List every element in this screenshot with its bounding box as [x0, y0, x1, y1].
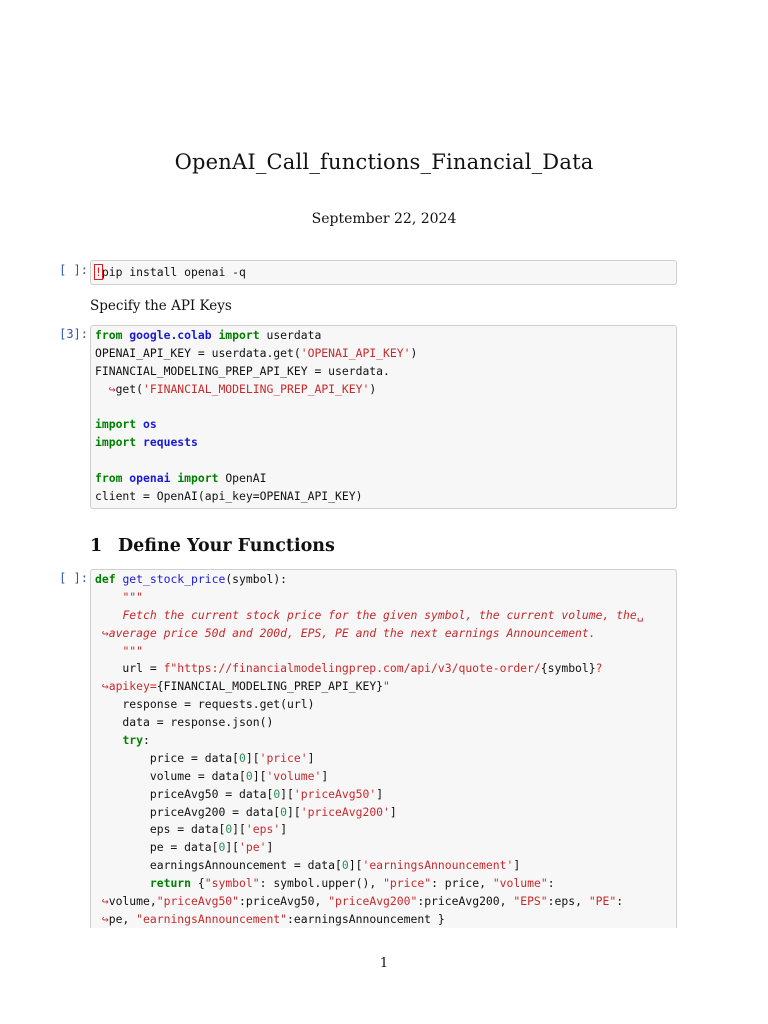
code-token: :eps, [547, 894, 589, 909]
code-token: :priceAvg200, [417, 894, 514, 909]
code-line [95, 571, 676, 589]
code-token: 'priceAvg200' [300, 804, 390, 819]
code-token: 'volume' [266, 768, 322, 783]
code-line [95, 381, 676, 399]
code-line [95, 363, 676, 381]
code-token: ][ [348, 858, 363, 873]
code-line [95, 714, 676, 732]
code-token: ] [389, 804, 397, 819]
code-token: ↪ [95, 894, 109, 909]
code-token: 0 [218, 840, 226, 855]
code-line [95, 589, 676, 607]
code-token: response = requests.get(url) [95, 697, 315, 712]
code-token: """ [122, 643, 144, 658]
section-heading [90, 536, 335, 556]
code-token: { [191, 876, 205, 891]
code-token: ][ [225, 840, 240, 855]
code-token: userdata [259, 328, 322, 342]
code-token: "earningsAnnouncement" [136, 911, 288, 926]
section-title: Define Your Functions [118, 536, 335, 556]
code-token: get( [115, 381, 144, 396]
code-token: Fetch the current stock price for the given symbol, the current volume, the [122, 607, 637, 622]
code-line [95, 416, 676, 434]
code-token: {FINANCIAL_MODELING_PREP_API_KEY} [156, 679, 384, 694]
code-token: data = response.json() [95, 715, 274, 730]
code-token: 0 [239, 750, 246, 765]
code-token: OPENAI_API_KEY = userdata.get( [95, 345, 301, 360]
code-token: try [122, 733, 144, 748]
document-date: September 22, 2024 [311, 211, 457, 227]
code-token: ][ [245, 750, 260, 765]
code-token: ) [369, 381, 377, 396]
code-token: ] [321, 768, 329, 783]
code-token: 'FINANCIAL_MODELING_PREP_API_KEY' [143, 381, 370, 396]
cell-3-prompt: [ ]: [59, 571, 88, 585]
code-line [95, 399, 676, 417]
cell-1-prompt: [ ]: [59, 263, 88, 277]
code-token [95, 608, 122, 622]
code-token: import [177, 471, 219, 486]
code-line [95, 768, 676, 786]
code-line [95, 607, 676, 625]
code-token: priceAvg200 = data[ [95, 804, 281, 819]
code-token: ? [595, 661, 603, 676]
code-token: """ [122, 589, 144, 604]
code-token: {symbol} [540, 661, 596, 676]
code-token: : [616, 894, 624, 909]
code-token: volume, [108, 894, 157, 909]
code-token: "symbol" [204, 876, 260, 891]
code-token: 'eps' [245, 822, 281, 837]
code-token: 'price' [259, 750, 308, 765]
code-token: "priceAvg200" [328, 894, 418, 909]
code-token: "priceAvg50" [156, 894, 240, 909]
code-token: 'OPENAI_API_KEY' [300, 345, 411, 360]
section-number: 1 [90, 536, 103, 556]
code-token: ] [280, 822, 288, 837]
code-token: pe, [108, 911, 137, 926]
code-cell-get-stock-price[interactable] [90, 569, 677, 928]
code-token [136, 435, 143, 449]
code-token: 0 [273, 786, 281, 801]
code-token: "PE" [588, 894, 617, 909]
code-token: pe = data[ [95, 840, 219, 855]
document-title: OpenAI_Call_functions_Financial_Data [174, 150, 594, 174]
code-line [95, 264, 676, 282]
code-token: volume = data[ [95, 768, 246, 783]
code-token: ][ [280, 786, 294, 801]
code-token: "volume" [492, 876, 548, 891]
code-token: ↪ [95, 911, 109, 926]
code-token: get_stock_price [122, 572, 226, 586]
code-token: client = OpenAI(api_key=OPENAI_API_KEY) [95, 489, 363, 504]
code-token: : price, [431, 876, 493, 891]
page-number: 1 [379, 956, 389, 971]
code-token: url = [95, 661, 164, 676]
code-token: price = data[ [95, 750, 240, 765]
code-token: 0 [341, 858, 349, 873]
code-token: FINANCIAL_MODELING_PREP_API_KEY = userdata. [95, 363, 390, 378]
code-token: import [218, 328, 260, 342]
code-token: earningsAnnouncement = data[ [95, 858, 342, 873]
code-token: import [95, 435, 137, 450]
code-token: def [95, 572, 116, 586]
markdown-paragraph: Specify the API Keys [90, 298, 232, 314]
code-token: "EPS" [513, 894, 548, 909]
code-token: ] [513, 858, 521, 873]
code-line [95, 786, 676, 804]
code-cell-api-keys[interactable] [90, 325, 677, 509]
code-line [95, 625, 676, 643]
code-line [95, 660, 676, 678]
code-token: 0 [280, 804, 288, 819]
code-token: : [143, 733, 150, 748]
code-token: ][ [232, 822, 246, 837]
code-token [95, 733, 122, 747]
code-line [95, 678, 676, 696]
cell-2-prompt: [3]: [59, 327, 88, 341]
code-line [95, 750, 676, 768]
code-token [95, 876, 150, 890]
code-token: :priceAvg50, [239, 894, 329, 909]
code-token: ! [95, 265, 102, 279]
code-line [95, 732, 676, 750]
code-line [95, 327, 676, 345]
code-line [95, 857, 676, 875]
code-token: ↪ [95, 679, 109, 694]
code-line [95, 911, 676, 928]
code-line [95, 452, 676, 470]
code-line [95, 821, 676, 839]
code-token: apikey= [108, 679, 157, 694]
code-token: ↪ [95, 381, 116, 396]
code-token: 'earningsAnnouncement' [362, 858, 514, 873]
code-token: average price 50d and 200d, EPS, PE and the next earnings Announcement. [108, 625, 596, 640]
code-token [136, 417, 143, 431]
code-token: : symbol.upper(), [259, 876, 384, 891]
code-line [95, 839, 676, 857]
code-token: OpenAI [218, 471, 267, 486]
code-token: ] [266, 840, 274, 855]
code-token: eps = data[ [95, 822, 226, 837]
code-token: (symbol): [225, 572, 288, 586]
code-token: ␣ [636, 607, 644, 622]
code-token: ][ [287, 804, 301, 819]
code-line [95, 345, 676, 363]
code-token: ][ [252, 768, 267, 783]
code-token: ] [376, 786, 384, 801]
code-token: f"https://financialmodelingprep.com/api/v3/quote-order/ [163, 661, 541, 676]
code-cell-pip-install[interactable] [90, 260, 677, 285]
code-line [95, 434, 676, 452]
code-token: return [149, 876, 192, 891]
code-token: 0 [225, 822, 233, 837]
code-line [95, 875, 676, 893]
code-token [95, 644, 122, 658]
code-line [95, 893, 676, 911]
code-token: pip install openai -q [101, 265, 246, 279]
code-line [95, 696, 676, 714]
code-line [95, 470, 676, 488]
code-token: " [383, 679, 390, 694]
code-line [95, 804, 676, 822]
code-token: "price" [383, 876, 432, 891]
code-token: from [95, 471, 123, 486]
code-token: ] [307, 750, 315, 765]
code-line [95, 643, 676, 661]
code-token: os [143, 417, 157, 432]
code-token: from [95, 328, 123, 342]
code-token: 0 [245, 768, 253, 783]
code-token: ↪ [95, 625, 109, 640]
code-token: openai [129, 471, 171, 486]
code-token: import [95, 417, 137, 432]
code-token: : [547, 876, 555, 891]
code-token [95, 590, 122, 604]
code-line [95, 488, 676, 506]
code-token: requests [143, 435, 198, 450]
code-token: ) [410, 345, 418, 360]
code-token: priceAvg50 = data[ [95, 786, 274, 801]
code-token: 'pe' [239, 840, 267, 855]
code-token: :earningsAnnouncement } [287, 911, 445, 926]
code-token: google.colab [129, 328, 212, 342]
code-token: 'priceAvg50' [293, 786, 377, 801]
